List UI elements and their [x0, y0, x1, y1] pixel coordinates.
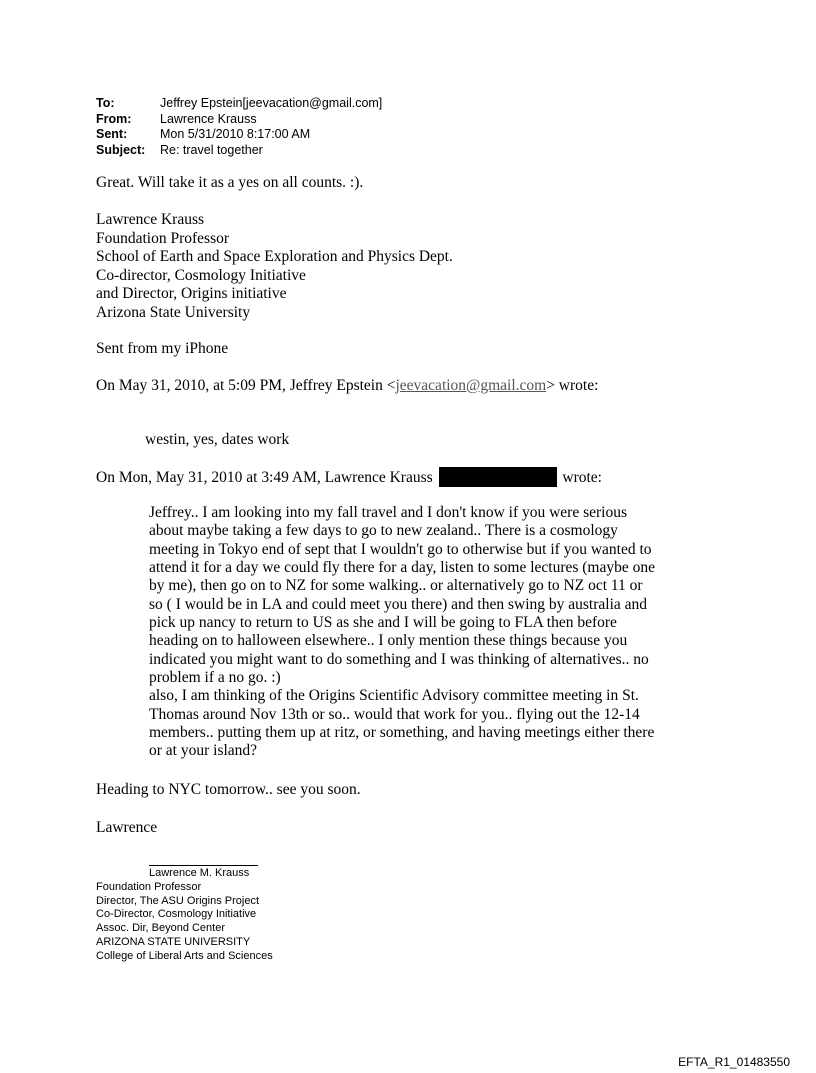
header-from-row	[96, 112, 382, 128]
quote2-line: members.. putting them up at ritz, or something, and having meetings either there	[149, 724, 655, 742]
quote2-closing: Heading to NYC tomorrow.. see you soon.	[96, 781, 361, 798]
quote2-line: meeting in Tokyo end of sept that I wouldn't go to otherwise but if you wanted to	[149, 540, 652, 558]
email-header	[96, 96, 382, 158]
signature-line: Arizona State University	[96, 303, 251, 321]
quote2-line: also, I am thinking of the Origins Scientific Advisory committee meeting in St.	[149, 687, 639, 705]
quote2-line: so ( I would be in LA and could meet you there) and then swing by australia and	[149, 595, 648, 613]
quote2-line: Thomas around Nov 13th or so.. would that work for you.. flying out the 12-14	[149, 705, 640, 723]
quote1-prefix: On May 31, 2010, at 5:09 PM, Jeffrey Epstein <	[96, 377, 396, 394]
signature-rule	[149, 865, 258, 866]
quote2-line: by me), then go on to NZ for some walking.. or alternatively go to NZ oct 11 or	[149, 577, 643, 595]
quote1-attribution	[96, 377, 598, 396]
header-to-row	[96, 96, 382, 112]
footer-signature-line: ARIZONA STATE UNIVERSITY	[96, 935, 251, 948]
quote2-line: problem if a no go. :)	[149, 669, 281, 687]
to-value: Jeffrey Epstein[jeevacation@gmail.com]	[160, 96, 383, 110]
signature-line: Foundation Professor	[96, 229, 230, 247]
signature-line: Co-director, Cosmology Initiative	[96, 266, 306, 284]
header-sent-row	[96, 127, 382, 143]
quote2-line: pick up nancy to return to US as she and I will be going to FLA then before	[149, 614, 617, 632]
from-value: Lawrence Krauss	[160, 111, 257, 126]
quote1-body: westin, yes, dates work	[145, 431, 290, 448]
sent-value: Mon 5/31/2010 8:17:00 AM	[160, 127, 311, 141]
signature-line: Lawrence Krauss	[96, 211, 205, 228]
footer-signature-name: Lawrence M. Krauss	[149, 867, 250, 879]
subject-value: Re: travel together	[160, 142, 263, 157]
redaction-bar	[439, 467, 557, 487]
header-subject-row	[96, 143, 382, 159]
footer-signature-line: Foundation Professor	[96, 880, 202, 893]
quote2-line: indicated you might want to do something and I was thinking of alternatives.. no	[149, 650, 649, 668]
footer-signature-line: Assoc. Dir, Beyond Center	[96, 922, 226, 935]
sent-label: Sent:	[96, 127, 128, 141]
quote2-line: or at your island?	[149, 742, 258, 760]
footer-signature-line: Director, The ASU Origins Project	[96, 894, 260, 907]
subject-label: Subject:	[96, 142, 146, 157]
quote2-suffix: wrote:	[562, 469, 602, 486]
from-label: From:	[96, 111, 132, 126]
quote2-line: heading on to halloween elsewhere.. I only mention these things because you	[149, 632, 628, 650]
quote2-signoff: Lawrence	[96, 819, 158, 836]
quote2-line: Jeffrey.. I am looking into my fall travel and I don't know if you were serious	[149, 504, 628, 521]
to-label: To:	[96, 96, 115, 110]
quote2-attribution	[96, 467, 602, 488]
quote2-prefix: On Mon, May 31, 2010 at 3:49 AM, Lawrence Krauss	[96, 469, 433, 486]
signature-line: School of Earth and Space Exploration and Physics Dept.	[96, 248, 453, 265]
quote2-line: attend it for a day we could fly there for a day, listen to some lectures (maybe one	[149, 559, 656, 577]
sent-from-text: Sent from my iPhone	[96, 340, 229, 357]
footer-signature	[96, 867, 273, 964]
footer-signature-line: College of Liberal Arts and Sciences	[96, 949, 273, 962]
quote1-suffix: > wrote:	[546, 377, 599, 394]
email-link[interactable]: jeevacation@gmail.com	[395, 377, 547, 394]
signature-block	[96, 211, 453, 322]
reply-text: Great. Will take it as a yes on all counts. :).	[96, 174, 364, 191]
footer-signature-line: Co-Director, Cosmology Initiative	[96, 908, 257, 921]
signature-line: and Director, Origins initiative	[96, 285, 287, 302]
quote2-line: about maybe taking a few days to go to new zealand.. There is a cosmology	[149, 522, 618, 540]
document-id: EFTA_R1_01483550	[678, 1055, 790, 1069]
quote2-body	[149, 504, 679, 761]
